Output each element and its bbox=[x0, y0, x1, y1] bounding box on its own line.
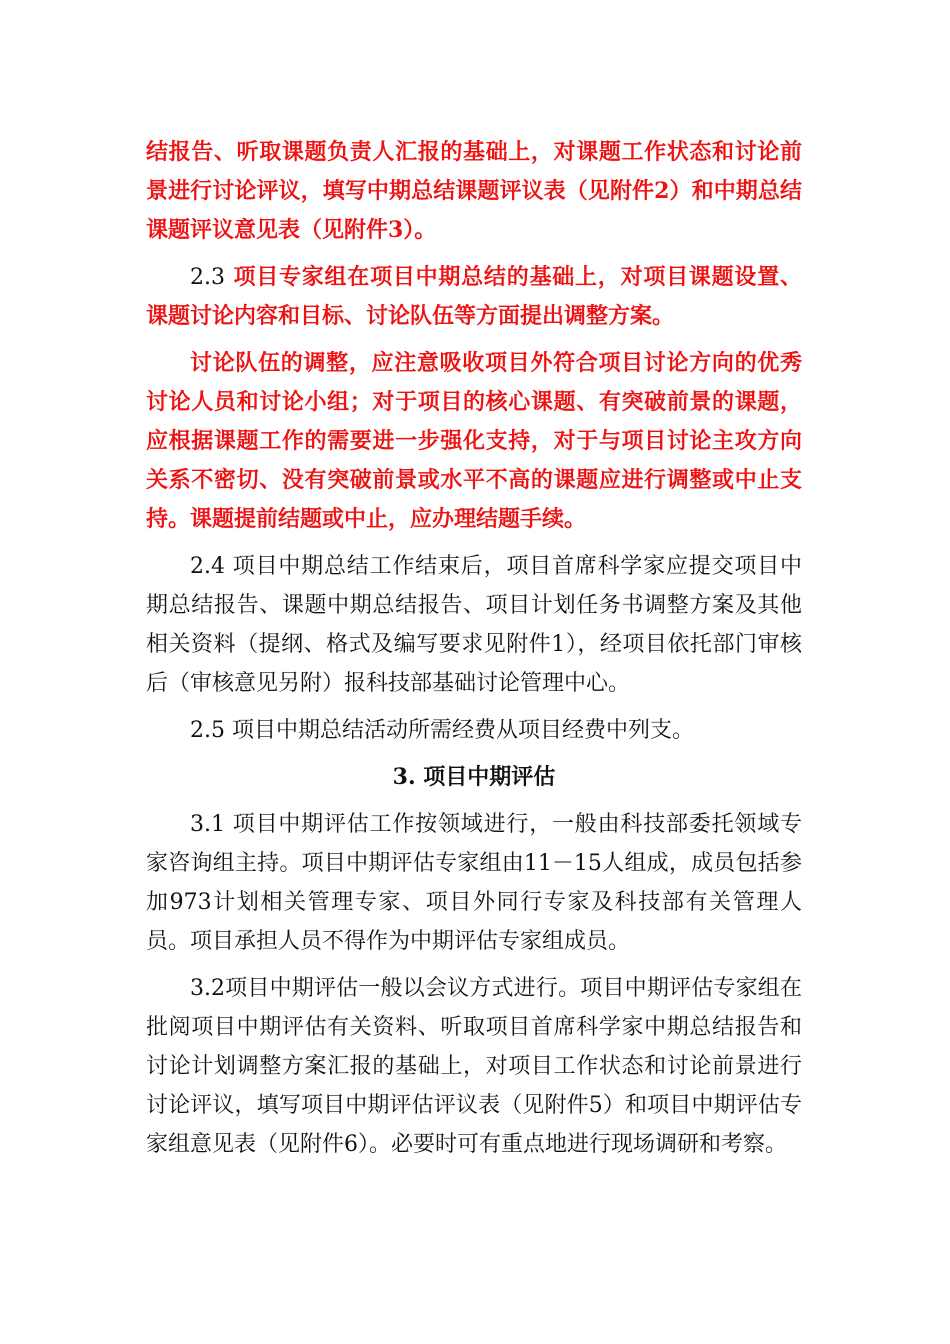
paragraph-2-3 bbox=[146, 258, 802, 336]
paragraph-2-5: 2.5 项目中期总结活动所需经费从项目经费中列支。 bbox=[190, 718, 694, 743]
paragraph-team-adjustment: 讨论队伍的调整，应注意吸收项目外符合项目讨论方向的优秀讨论人员和讨论小组；对于项目的核心课题、有突破前景的课题，应根据课题工作的需要进一步强化支持，对于与项目讨论主攻方向关系不密切、没有突破前景或水平不高的课题应进行调整或中止支持。课题提前结题或中止，应办理结题手续。 bbox=[146, 350, 802, 532]
section-number-2-3: 2.3 bbox=[190, 265, 225, 290]
document-body bbox=[146, 133, 802, 1164]
paragraph-2-3-text: 项目专家组在项目中期总结的基础上，对项目课题设置、课题讨论内容和目标、讨论队伍等方面提出调整方案。 bbox=[146, 264, 802, 329]
paragraph-3-2: 3.2项目中期评估一般以会议方式进行。项目中期评估专家组在批阅项目中期评估有关资料、听取项目首席科学家中期总结报告和讨论计划调整方案汇报的基础上，对项目工作状态和讨论前景进行讨论评议，填写项目中期评估评议表（见附件5）和项目中期评估专家组意见表（见附件6）。必要时可有重点地进行现场调研和考察。 bbox=[146, 976, 802, 1157]
paragraph-2-4: 2.4 项目中期总结工作结束后，项目首席科学家应提交项目中期总结报告、课题中期总结报告、项目计划任务书调整方案及其他相关资料（提纲、格式及编写要求见附件1），经项目依托部门审核后（审核意见另附）报科技部基础讨论管理中心。 bbox=[146, 554, 802, 696]
paragraph-3-1: 3.1 项目中期评估工作按领域进行，一般由科技部委托领域专家咨询组主持。项目中期评估专家组由11－15人组成，成员包括参加973计划相关管理专家、项目外同行专家及科技部有关管理人员。项目承担人员不得作为中期评估专家组成员。 bbox=[146, 812, 802, 954]
paragraph-continuation: 结报告、听取课题负责人汇报的基础上，对课题工作状态和讨论前景进行讨论评议，填写中期总结课题评议表（见附件2）和中期总结课题评议意见表（见附件3）。 bbox=[146, 139, 802, 243]
section-heading: 3. 项目中期评估 bbox=[392, 764, 556, 790]
